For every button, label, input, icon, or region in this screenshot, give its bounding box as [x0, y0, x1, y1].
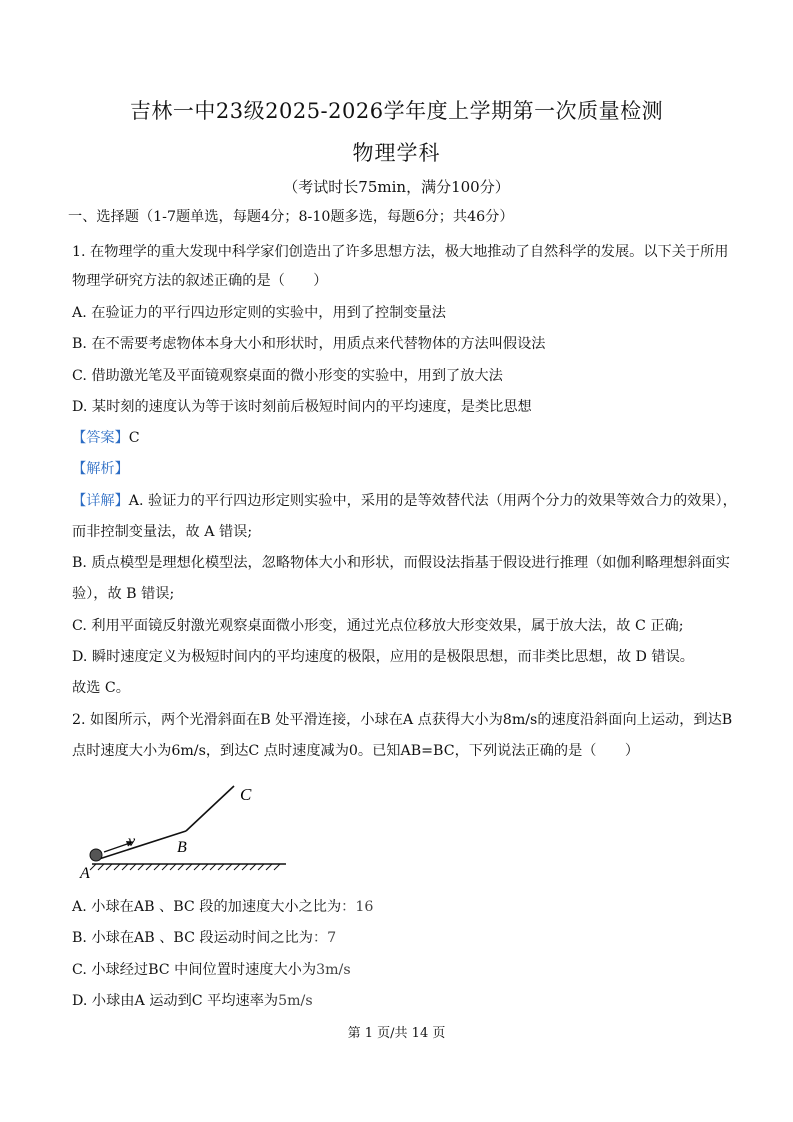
- q2-stem-line1: 2. 如图所示，两个光滑斜面在B 处平滑连接，小球在A 点获得大小为8m/s的速度沿斜面向上运动，到达B: [72, 712, 733, 728]
- q2-option-a-text: A. 小球在AB 、BC 段的加速度大小之比为: [72, 899, 342, 915]
- q1-detail-a-line1: [72, 490, 737, 512]
- label-v: v: [128, 833, 136, 850]
- incline-bc: [186, 786, 234, 831]
- q2-option-b-value: ：7: [312, 930, 337, 946]
- q1-conclusion: 故选 C。: [72, 680, 130, 696]
- page-footer: 第 1 页/共 14 页: [347, 1026, 446, 1041]
- q1-option-b: B. 在不需要考虑物体本身大小和形状时，用质点来代替物体的方法叫假设法: [72, 336, 546, 352]
- q1-option-d: D. 某时刻的速度认为等于该时刻前后极短时间内的平均速度，是类比思想: [72, 399, 532, 415]
- q1-detail-c: C. 利用平面镜反射激光观察桌面微小形变，通过光点位移放大形变效果，属于放大法，故 C 正确;: [72, 618, 684, 634]
- q1-stem-line2: 物理学研究方法的叙述正确的是（ ）: [72, 273, 328, 289]
- q2-option-d-text: D. 小球由A 运动到C 平均速率为: [72, 993, 279, 1009]
- q2-option-c-text: C. 小球经过BC 中间位置时速度大小为: [72, 962, 317, 978]
- incline-ab: [96, 831, 186, 860]
- q1-detail-a-text: A. 验证力的平行四边形定则实验中，采用的是等效替代法（用两个分力的效果等效合力的效果），: [128, 493, 737, 509]
- q2-option-b: [72, 927, 732, 949]
- q2-stem-line2: 点时速度大小为6m/s，到达C 点时速度减为0。已知AB=BC，下列说法正确的是（ ）: [72, 743, 640, 759]
- section-heading: 一、选择题（1-7题单选，每题4分；8-10题多选，每题6分；共46分）: [68, 209, 514, 225]
- q1-option-a: A. 在验证力的平行四边形定则的实验中，用到了控制变量法: [72, 305, 446, 321]
- q1-detail-b-line2: 验），故 B 错误;: [72, 586, 175, 602]
- q2-option-d: [72, 990, 732, 1012]
- q1-detail-b-line1: B. 质点模型是理想化模型法，忽略物体大小和形状，而假设法指基于假设进行推理（如伽利略理想斜面实: [72, 555, 730, 571]
- exam-info: （考试时长75min，满分100分）: [283, 178, 510, 196]
- q1-option-c: C. 借助激光笔及平面镜观察桌面的微小形变的实验中，用到了放大法: [72, 368, 503, 384]
- q2-option-a-value: ：16: [341, 899, 374, 915]
- incline-figure: [74, 780, 294, 880]
- label-a: A: [80, 865, 90, 880]
- exam-title: 吉林一中23级2025-2026学年度上学期第一次质量检测: [129, 99, 664, 123]
- q1-answer-line: [72, 427, 732, 449]
- label-c: C: [240, 785, 252, 804]
- q2-option-d-value: 5m/s: [278, 993, 313, 1009]
- q1-stem-line1: 1. 在物理学的重大发现中科学家们创造出了许多思想方法，极大地推动了自然科学的发展。以下关于所用: [72, 244, 729, 260]
- q1-detail-a-line2: 而非控制变量法，故 A 错误;: [72, 524, 253, 540]
- q2-option-c: [72, 959, 732, 981]
- q2-option-a: [72, 896, 732, 918]
- label-b: B: [177, 839, 187, 856]
- detail-tag: 【详解】: [72, 493, 129, 509]
- exam-subject: 物理学科: [352, 141, 441, 165]
- q2-option-b-text: B. 小球在AB 、BC 段运动时间之比为: [72, 930, 313, 946]
- analysis-tag: 【解析】: [72, 461, 129, 477]
- q1-answer: C: [128, 430, 140, 446]
- answer-tag: 【答案】: [72, 430, 129, 446]
- q1-detail-d: D. 瞬时速度定义为极短时间内的平均速度的极限，应用的是极限思想，而非类比思想，故 D 错误。: [72, 649, 694, 665]
- ball: [90, 849, 102, 861]
- q1-analysis-line: [72, 458, 732, 480]
- ground-hatching: [90, 864, 280, 870]
- q2-option-c-value: 3m/s: [316, 962, 351, 978]
